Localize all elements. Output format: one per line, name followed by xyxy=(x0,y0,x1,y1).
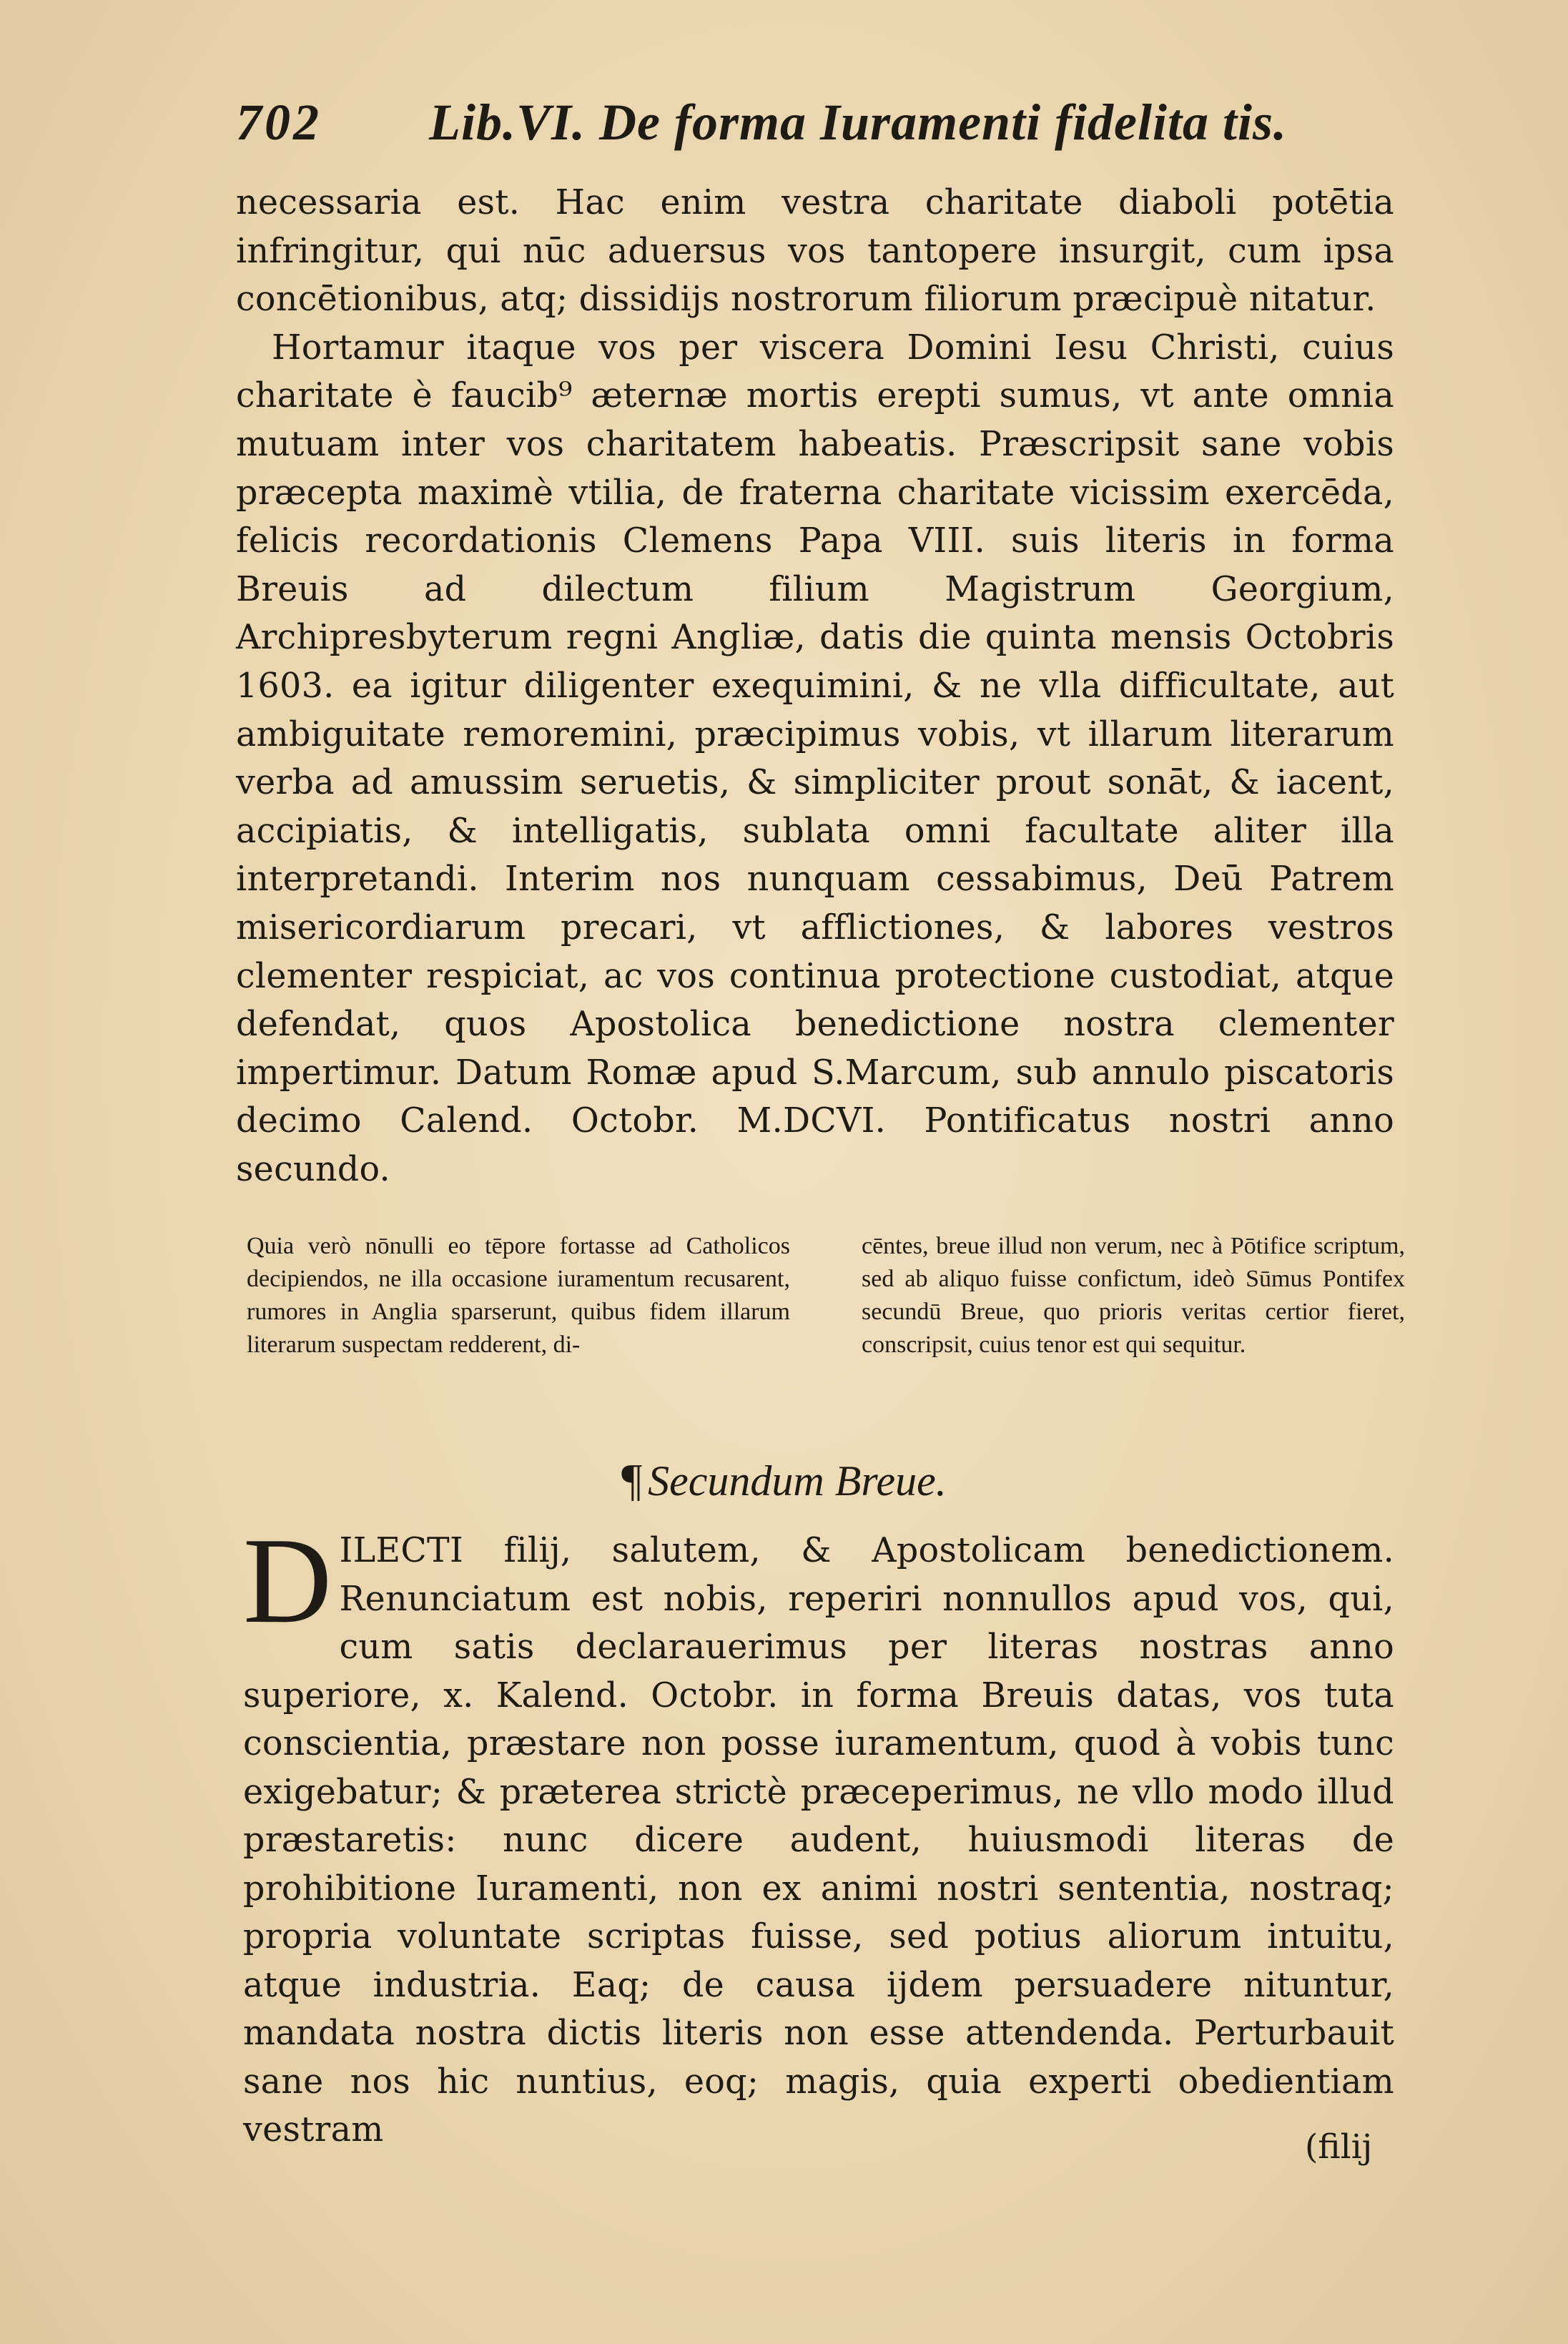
main-text-block xyxy=(236,179,1394,1193)
page-number: 702 xyxy=(236,94,322,151)
catchword: (filij xyxy=(1305,2127,1373,2167)
pilcrow-icon: ¶ xyxy=(621,1454,643,1505)
page-header xyxy=(236,93,1330,157)
two-column-note xyxy=(247,1230,1405,1423)
breve-text: ILECTI filij, salutem, & Apostolicam benedictionem. Renunciatum est nobis, reperiri nonnullos apud vos, qui, cum satis declarauerimus per literas nostras anno superiore, x. Kalend. Octobr. in forma Breuis datas, vos tuta conscientia, præstare non posse iuramentum, quod à vobis tunc exigebatur; & præterea strictè præceperimus, ne vllo modo illud præstaretis: nunc dicere audent, huiusmodi literas de prohibitione Iuramenti, non ex animi nostri sententia, nostraq; propria voluntate scriptas fuisse, sed potius aliorum intuitu, atque industria. Eaq; de causa ijdem persuadere nituntur, mandata nostra dictis literis non esse attendenda. Perturbauit sane nos hic nuntius, eoq; magis, quia experti obedientiam vestram xyxy=(243,1531,1394,2150)
section-heading-text: Secundum Breue. xyxy=(648,1457,947,1505)
note-column-left: Quia verò nōnulli eo tēpore fortasse ad Catholicos decipiendos, ne illa occasione iuramentum recusarent, rumores in Anglia sparserunt, quibus fidem illarum literarum suspectam redderent, di- xyxy=(247,1233,790,1358)
note-column-right: cēntes, breue illud non verum, nec à Pōtifice scriptum, sed ab aliquo fuisse confictum, ideò Sūmus Pontifex secundū Breue, quo prioris veritas certior fieret, conscripsit, cuius tenor est qui sequitur. xyxy=(862,1233,1405,1358)
breve-text-block xyxy=(243,1513,1394,2155)
paragraph-1: necessaria est. Hac enim vestra charitate diaboli potētia infringitur, qui nūc aduersus vos tantopere insurgit, cum ipsa concētionibus, atq; dissidijs nostrorum filiorum præcipuè nitatur. xyxy=(236,183,1394,320)
running-title: Lib.VI. De forma Iuramenti fidelita tis. xyxy=(429,94,1288,151)
paragraph-2: Hortamur itaque vos per viscera Domini Iesu Christi, cuius charitate è faucib⁹ æternæ mortis erepti sumus, vt ante omnia mutuam inter vos charitatem habeatis. Præscripsit sane vobis præcepta maximè vtilia, de fraterna charitate vicissim exercēda, felicis recordationis Clemens Papa VIII. suis literis in forma Breuis ad dilectum filium Magistrum Georgium, Archipresbyterum regni Angliæ, datis die quinta mensis Octobris 1603. ea igitur diligenter exequimini, & ne vlla difficultate, aut ambiguitate remoremini, præcipimus vobis, vt illarum literarum verba ad amussim seruetis, & simpliciter prout sonāt, & iacent, accipiatis, & intelligatis, sublata omni facultate aliter illa interpretandi. Interim nos nunquam cessabimus, Deū Patrem misericordiarum precari, vt afflictiones, & labores vestros clementer respiciat, ac vos continua protectione custodiat, atque defendat, quos Apostolica benedictione nostra clementer impertimur. Datum Romæ apud S.Marcum, sub annulo piscatoris decimo Calend. Octobr. M.DCVI. Pontificatus nostri anno secundo. xyxy=(236,328,1394,1189)
breve-paragraph xyxy=(243,1513,1394,2155)
section-heading xyxy=(0,1452,1568,1510)
drop-cap: D xyxy=(243,1513,332,1649)
